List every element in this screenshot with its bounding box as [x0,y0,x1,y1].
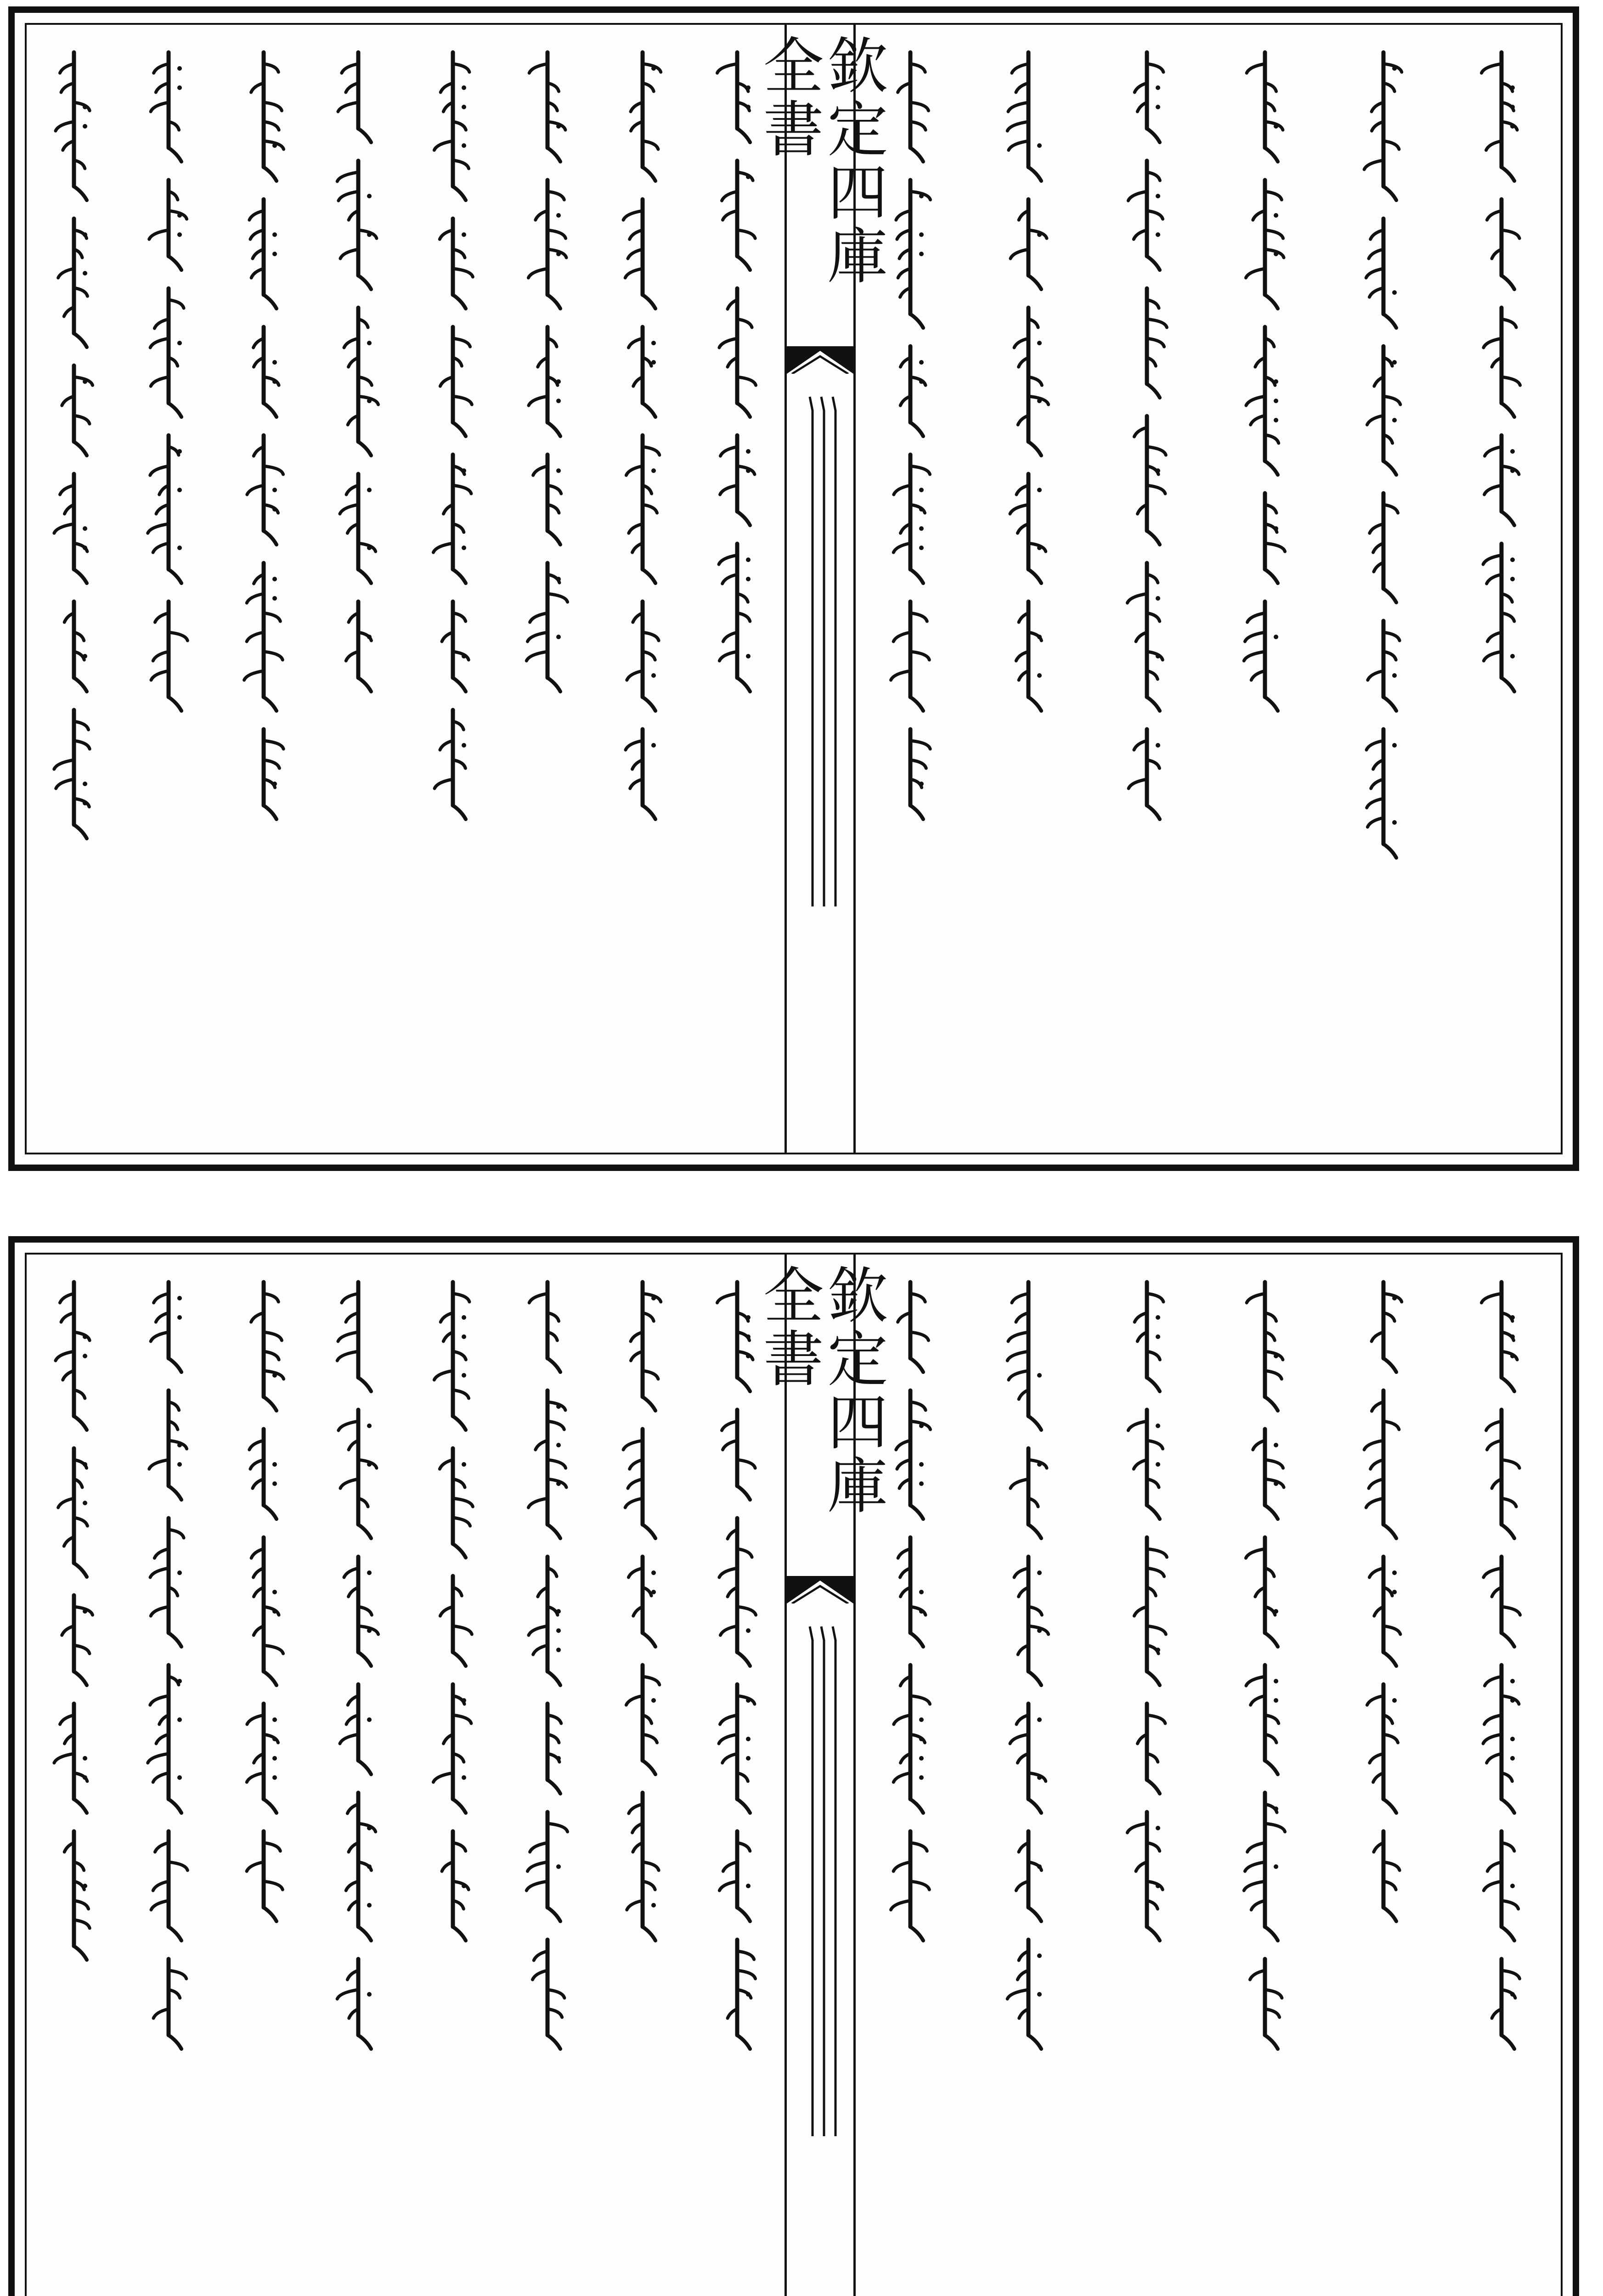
script-word [897,1282,928,1372]
text-column [617,1255,668,2296]
spine-script-line [821,397,824,906]
script-word [728,1940,755,2049]
script-word [244,563,282,711]
text-column [712,1255,762,2296]
script-column-drawing [1003,25,1054,1153]
page-frame-bottom [25,1253,1563,2296]
spine-script-line [810,1626,813,2136]
script-column-drawing [1358,1255,1409,2296]
script-word [1246,180,1284,309]
script-word [891,1831,929,1941]
script-word [910,729,930,819]
page-spread-bottom [8,1236,1579,2296]
script-word [719,544,751,692]
script-word [530,52,566,162]
script-word [1007,1282,1042,1430]
script-word [153,1959,186,2049]
script-word [251,1282,283,1411]
script-word [150,1518,184,1647]
script-word [1007,52,1042,181]
script-word [247,1704,278,1813]
spine-label-script [796,1617,844,2145]
script-word [440,327,472,436]
script-word [1007,1940,1042,2049]
script-column-drawing [885,25,936,1153]
script-word [1482,52,1518,181]
script-word [1366,729,1397,858]
script-word [1374,1831,1400,1921]
script-word [548,1704,561,1794]
script-word [1135,1282,1163,1391]
script-word [1128,161,1163,270]
text-column [428,25,478,1153]
script-column-drawing [238,1255,289,2296]
right-text-panel [851,1255,1561,2296]
script-word [440,219,473,309]
script-word [151,52,182,162]
script-word [529,1557,561,1685]
script-word [344,308,378,456]
fishtail-marker [787,1576,853,1604]
spine-script-drawing [796,388,844,916]
script-column-drawing [617,25,668,1153]
script-word [1244,602,1279,711]
text-column [238,25,289,1153]
script-word [253,327,278,417]
script-word [1486,1410,1520,1538]
script-word [1128,1410,1163,1519]
script-word [1265,493,1285,583]
script-column-drawing [1122,1255,1172,2296]
text-column [143,25,194,1153]
script-word [719,1684,755,1813]
text-column [49,25,99,1153]
script-word [249,199,277,309]
fishtail-marker [787,346,853,374]
text-column [1476,1255,1527,2296]
script-column-drawing [1240,1255,1290,2296]
script-word [1127,563,1163,711]
script-word [434,52,469,200]
script-column-drawing [712,1255,762,2296]
script-word [151,1282,182,1372]
script-word [434,455,471,583]
script-column-drawing [1476,1255,1527,2296]
text-column [885,1255,936,2296]
script-word [898,1537,926,1647]
script-word [1367,1684,1398,1813]
script-word [434,1282,469,1430]
left-text-panel [27,1255,785,2296]
script-word [54,710,90,838]
script-word [897,52,928,162]
script-word [1246,1537,1279,1647]
script-word [148,1665,182,1813]
script-word [1482,1282,1518,1391]
script-word [56,52,90,200]
script-column-drawing [1240,25,1290,1153]
script-word [340,1684,372,1774]
script-word [529,1390,567,1538]
script-word [627,1793,658,1941]
text-column [1358,1255,1409,2296]
left-text-panel [27,25,785,1153]
spine-script-line [833,1626,835,2136]
script-word [251,52,283,181]
script-word [893,1665,930,1813]
script-word [346,602,372,692]
text-column [333,1255,384,2296]
script-word [58,219,88,347]
script-word [1484,308,1520,417]
script-word [56,1282,90,1430]
script-word [529,180,567,309]
script-word [435,710,466,819]
text-column [333,25,384,1153]
script-word [1246,1665,1279,1774]
script-column-drawing [143,25,194,1153]
script-word [1487,199,1520,289]
script-word [1369,1557,1400,1666]
script-word [151,602,187,711]
spine-script-line [821,1626,824,2136]
spine [752,1255,888,2296]
script-word [344,1557,378,1666]
script-word [1244,1793,1285,1941]
script-word [626,435,659,583]
script-word [64,602,87,692]
script-word [722,1410,755,1500]
script-column-drawing [333,1255,384,2296]
script-word [631,1282,661,1411]
script-word [251,1537,283,1685]
text-column [522,25,573,1153]
script-word [264,729,283,819]
script-word [1010,199,1047,289]
script-word [896,1390,931,1519]
text-column [1003,25,1054,1153]
spine-folio-mark [790,1033,850,1088]
script-word [337,1282,371,1391]
text-column [1003,1255,1054,2296]
script-word [623,199,655,309]
script-word [719,288,756,417]
script-word [893,455,930,583]
script-word [1483,544,1515,692]
script-word [337,161,377,289]
script-word [1010,1704,1046,1813]
script-word [533,455,561,545]
text-column [617,25,668,1153]
script-word [64,1831,90,1960]
script-word [442,602,468,692]
script-column-drawing [143,1255,194,2296]
script-column-drawing [712,25,762,1153]
script-word [440,1448,473,1558]
script-word [1147,288,1167,398]
script-word [62,1595,93,1685]
text-column [49,1255,99,2296]
script-word [627,602,658,711]
script-word [247,435,283,545]
script-word [1364,52,1402,200]
script-word [900,346,926,436]
script-word [1372,1282,1402,1372]
script-word [1483,1665,1519,1813]
page-frame-top [25,23,1563,1154]
script-word [527,563,568,692]
script-word [1014,1557,1048,1685]
script-column-drawing [428,25,478,1153]
script-word [1129,729,1160,819]
script-word [62,366,93,456]
script-word [1364,1390,1399,1538]
text-column [712,25,762,1153]
script-column-drawing [522,25,573,1153]
text-column [238,1255,289,2296]
text-column [1358,25,1409,1153]
spine-title: 欽定四庫全書 [752,34,888,287]
script-word [54,474,87,583]
script-word [346,1793,375,1941]
script-word [340,474,376,583]
script-word [1250,1959,1282,2049]
script-word [717,1282,753,1391]
script-word [1368,621,1400,711]
text-column [1476,25,1527,1153]
script-word [337,1959,372,2049]
script-column-drawing [522,1255,573,2296]
spine-script-line [833,397,835,906]
script-column-drawing [617,1255,668,2296]
spine-title: 欽定四庫全書 [752,1264,888,1517]
script-word [1016,1831,1042,1921]
script-word [1247,52,1283,162]
script-word [1127,1812,1163,1941]
script-word [148,435,182,583]
script-word [1016,602,1042,711]
right-text-panel [851,25,1561,1153]
script-word [1370,493,1398,602]
script-word [1010,1448,1047,1538]
script-word [151,1831,187,1941]
script-column-drawing [49,25,99,1153]
script-column-drawing [1358,25,1409,1153]
script-word [249,1429,277,1519]
script-word [1134,416,1166,545]
script-word [717,52,751,142]
script-word [1246,327,1279,475]
text-column [885,25,936,1153]
spine-folio-mark [790,2268,850,2296]
script-word [442,1831,468,1941]
script-word [631,52,661,181]
script-column-drawing [238,25,289,1153]
script-column-drawing [333,25,384,1153]
script-word [896,180,931,328]
spine-script-line [810,397,813,906]
script-column-drawing [1476,25,1527,1153]
script-word [626,1665,659,1774]
script-column-drawing [49,1255,99,2296]
script-word [1135,52,1163,142]
spine-label-script [796,388,844,916]
script-column-drawing [1122,25,1172,1153]
script-column-drawing [428,1255,478,2296]
script-word [1484,1557,1520,1647]
script-word [626,729,656,819]
script-word [720,435,754,525]
script-column-drawing [1003,1255,1054,2296]
script-word [527,1812,568,1921]
script-word [530,1282,561,1372]
script-word [339,1410,377,1538]
script-word [1247,1282,1283,1411]
script-word [628,1557,656,1647]
text-column [1122,25,1172,1153]
script-word [1253,1429,1284,1519]
text-column [1122,1255,1172,2296]
script-word [247,1831,282,1921]
spine-script-drawing [796,1617,844,2145]
script-word [434,1684,471,1813]
script-word [1492,1959,1519,2049]
script-word [1014,308,1048,456]
script-word [1137,1704,1165,1794]
script-word [529,327,561,436]
text-column [1240,25,1290,1153]
script-word [149,180,187,270]
script-word [150,288,184,417]
script-word [719,1518,756,1666]
script-word [533,1940,564,2049]
script-word [891,602,929,711]
script-word [1367,346,1400,475]
text-column [143,1255,194,2296]
script-word [149,1390,187,1500]
script-word [1134,1537,1167,1685]
text-column [522,1255,573,2296]
script-word [54,1704,87,1813]
script-word [722,161,755,270]
script-word [623,1429,655,1538]
script-word [719,1831,751,1921]
script-word [440,1576,472,1666]
spine [752,25,888,1153]
script-word [338,52,371,142]
text-column [1240,1255,1290,2296]
script-word [628,327,656,417]
script-word [58,1448,88,1577]
script-word [1366,219,1397,328]
text-column [428,1255,478,2296]
script-word [1484,435,1519,525]
script-column-drawing [885,1255,936,2296]
script-word [1484,1831,1518,1941]
page-spread-top [8,6,1579,1171]
script-word [1010,474,1046,583]
